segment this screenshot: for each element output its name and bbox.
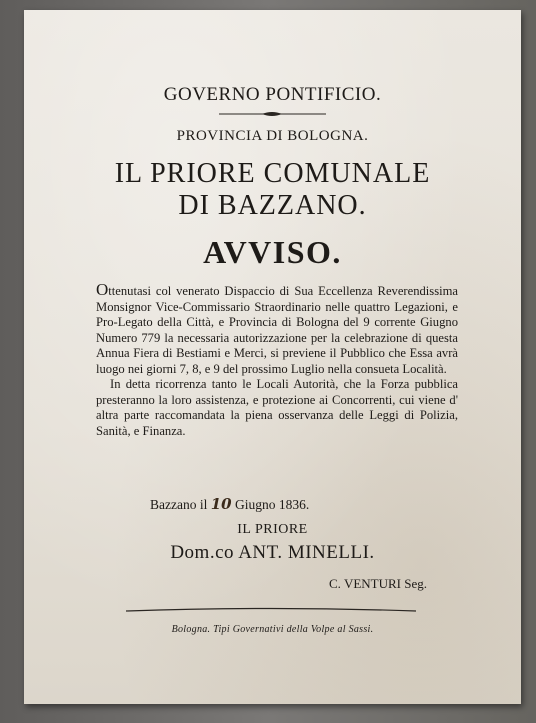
paragraph-1 [96,282,458,377]
ornament-divider-icon [24,110,521,118]
notice-heading: AVVISO. [203,234,342,270]
secretary-signature: C. VENTURI Seg. [329,576,427,591]
printer-rule-icon [126,606,416,614]
province-header: PROVINCIA DI BOLOGNA. [176,128,369,144]
paragraph-2: In detta ricorrenza tanto le Locali Autorità, che la Forza pubblica presteranno la loro assistenza, e protezione ai Concorrenti, cui viene d' altra parte raccomandata la piena osservanza delle Leggi di Polizia, Sanità, e Finanza. [96,377,458,438]
dateline [150,495,309,513]
notice-body [96,282,458,439]
government-header: GOVERNO PONTIFICIO. [163,84,382,105]
paper-document [24,10,521,704]
signatory-name: Dom.co ANT. MINELLI. [170,542,375,563]
title-line-2: DI BAZZANO. [178,190,367,221]
printer-imprint: Bologna. Tipi Governativi della Volpe al Sassi. [171,624,374,635]
paragraph-1-text: ttenutasi col venerato Dispaccio di Sua Eccellenza Reverendissima Monsignor Vice-Commissario Straordinario nelle quattro Legazioni, e Pro-Legato della Città, e Provincia di Bologna del 9 corrente Giugno Numero 779 la necessaria autorizzazione per la celebrazione di questa Annua Fiera di Bestiami e Merci, si previene il Pubblico che Essa avrà luogo nei giorni 7, 8, e 9 del prossimo Luglio nella consueta Località. [96,284,458,376]
drop-cap: O [96,280,109,299]
signatory-role: IL PRIORE [237,522,308,537]
title-line-1: IL PRIORE COMUNALE [114,158,431,189]
handwritten-day: 10 [210,495,232,513]
date-place: Bazzano il [150,497,208,512]
date-month-year: Giugno 1836. [234,497,310,512]
